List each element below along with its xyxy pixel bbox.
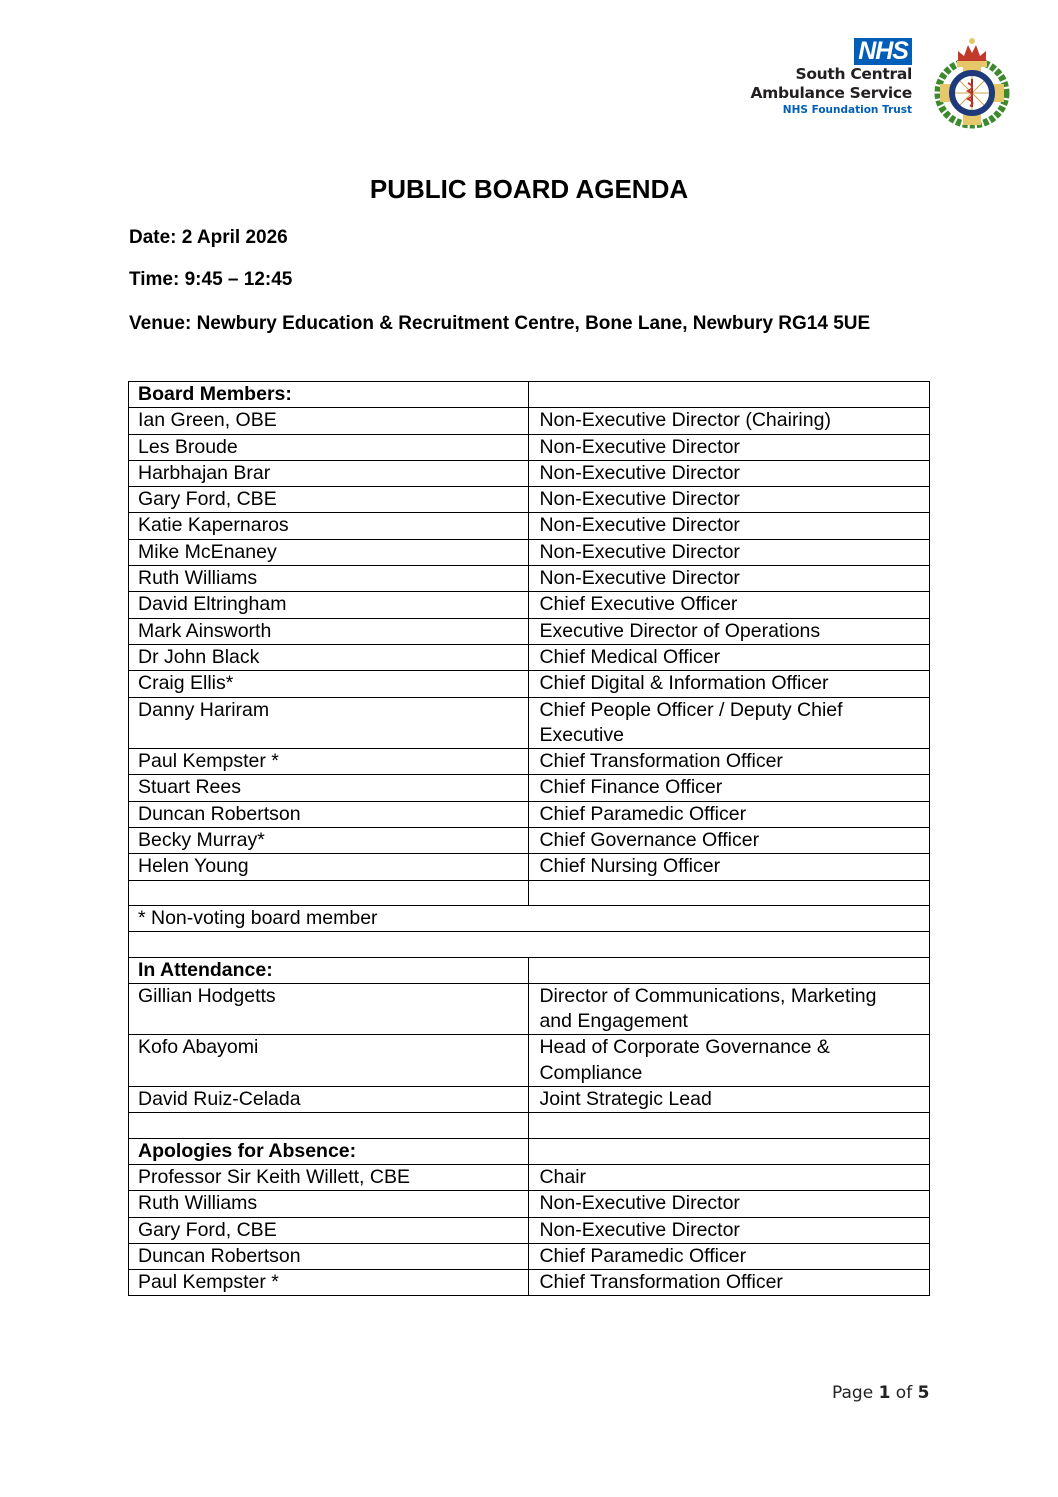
member-role: Non-Executive Director bbox=[529, 566, 930, 592]
member-role: Non-Executive Director bbox=[529, 487, 930, 513]
table-row bbox=[129, 1243, 930, 1269]
member-name: Ruth Williams bbox=[129, 566, 529, 592]
member-role: Chief Paramedic Officer bbox=[529, 801, 930, 827]
footnote-row bbox=[129, 905, 930, 931]
page-number: Page 1 of 5 bbox=[832, 1383, 930, 1403]
member-name: Harbhajan Brar bbox=[129, 460, 529, 486]
blank-row bbox=[129, 1113, 930, 1138]
table-row bbox=[129, 801, 930, 827]
member-role: Chief Executive Officer bbox=[529, 592, 930, 618]
member-role: Chief Digital & Information Officer bbox=[529, 671, 930, 697]
table-row bbox=[129, 749, 930, 775]
table-row bbox=[129, 1270, 930, 1296]
table-row bbox=[129, 566, 930, 592]
table-row bbox=[129, 775, 930, 801]
table-row bbox=[129, 1035, 930, 1087]
table-row bbox=[129, 513, 930, 539]
table-row bbox=[129, 854, 930, 880]
member-name: Becky Murray* bbox=[129, 828, 529, 854]
member-name: Stuart Rees bbox=[129, 775, 529, 801]
member-role: Non-Executive Director (Chairing) bbox=[529, 408, 930, 434]
footnote: * Non-voting board member bbox=[129, 905, 930, 931]
member-name: Ian Green, OBE bbox=[129, 408, 529, 434]
member-name: Kofo Abayomi bbox=[129, 1035, 529, 1087]
blank-row bbox=[129, 932, 930, 957]
ambulance-service-crest-icon bbox=[934, 33, 1010, 129]
empty-cell bbox=[129, 1113, 529, 1138]
member-role: Chief Finance Officer bbox=[529, 775, 930, 801]
table-row bbox=[129, 644, 930, 670]
member-role: Executive Director of Operations bbox=[529, 618, 930, 644]
total-pages: 5 bbox=[917, 1383, 930, 1403]
member-name: Les Broude bbox=[129, 434, 529, 460]
meeting-venue: Venue: Newbury Education & Recruitment Centre, Bone Lane, Newbury RG14 5UE bbox=[129, 313, 871, 334]
section-heading: Board Members: bbox=[129, 382, 529, 408]
member-role: Chief Paramedic Officer bbox=[529, 1243, 930, 1269]
member-role: Non-Executive Director bbox=[529, 513, 930, 539]
member-role: Joint Strategic Lead bbox=[529, 1087, 930, 1113]
table-row bbox=[129, 671, 930, 697]
member-name: Katie Kapernaros bbox=[129, 513, 529, 539]
nhs-badge: NHS bbox=[854, 38, 912, 65]
member-role: Head of Corporate Governance & Compliance bbox=[529, 1035, 930, 1087]
member-name: Helen Young bbox=[129, 854, 529, 880]
member-role: Non-Executive Director bbox=[529, 460, 930, 486]
org-name-line1: South Central bbox=[795, 65, 912, 83]
meeting-time: Time: 9:45 – 12:45 bbox=[129, 269, 293, 290]
member-name: Danny Hariram bbox=[129, 697, 529, 749]
table-row bbox=[129, 828, 930, 854]
member-name: Ruth Williams bbox=[129, 1191, 529, 1217]
member-role: Non-Executive Director bbox=[529, 1191, 930, 1217]
empty-cell bbox=[529, 1138, 930, 1164]
section-heading: In Attendance: bbox=[129, 957, 529, 983]
table-row bbox=[129, 697, 930, 749]
member-role: Non-Executive Director bbox=[529, 539, 930, 565]
member-name: Duncan Robertson bbox=[129, 1243, 529, 1269]
member-role: Chief Medical Officer bbox=[529, 644, 930, 670]
page-title: PUBLIC BOARD AGENDA bbox=[369, 174, 689, 204]
org-name-line2: Ambulance Service bbox=[750, 84, 912, 102]
member-name: Dr John Black bbox=[129, 644, 529, 670]
nhs-trust-logo bbox=[745, 38, 915, 117]
member-role: Chief Transformation Officer bbox=[529, 1270, 930, 1296]
member-name: Mike McEnaney bbox=[129, 539, 529, 565]
empty-cell bbox=[129, 880, 529, 905]
table-row bbox=[129, 487, 930, 513]
empty-cell bbox=[529, 382, 930, 408]
table-row bbox=[129, 618, 930, 644]
member-name: Paul Kempster * bbox=[129, 749, 529, 775]
section-header-row bbox=[129, 382, 930, 408]
member-name: David Eltringham bbox=[129, 592, 529, 618]
member-role: Chief Transformation Officer bbox=[529, 749, 930, 775]
member-name: Gary Ford, CBE bbox=[129, 1217, 529, 1243]
member-role: Chief People Officer / Deputy Chief Executive bbox=[529, 697, 930, 749]
member-name: Paul Kempster * bbox=[129, 1270, 529, 1296]
member-name: Professor Sir Keith Willett, CBE bbox=[129, 1164, 529, 1190]
empty-cell bbox=[529, 880, 930, 905]
table-row bbox=[129, 408, 930, 434]
member-name: Duncan Robertson bbox=[129, 801, 529, 827]
member-role: Director of Communications, Marketing and Engagement bbox=[529, 983, 930, 1035]
member-role: Chief Governance Officer bbox=[529, 828, 930, 854]
empty-cell bbox=[529, 957, 930, 983]
table-row bbox=[129, 1191, 930, 1217]
table-row bbox=[129, 983, 930, 1035]
member-name: Craig Ellis* bbox=[129, 671, 529, 697]
member-name: Mark Ainsworth bbox=[129, 618, 529, 644]
member-role: Chief Nursing Officer bbox=[529, 854, 930, 880]
current-page: 1 bbox=[878, 1383, 891, 1403]
empty-cell bbox=[129, 932, 930, 957]
blank-row bbox=[129, 880, 930, 905]
member-role: Chair bbox=[529, 1164, 930, 1190]
member-role: Non-Executive Director bbox=[529, 1217, 930, 1243]
section-heading: Apologies for Absence: bbox=[129, 1138, 529, 1164]
member-name: David Ruiz-Celada bbox=[129, 1087, 529, 1113]
table-row bbox=[129, 592, 930, 618]
table-row bbox=[129, 460, 930, 486]
section-header-row bbox=[129, 957, 930, 983]
attendance-table bbox=[128, 381, 930, 1296]
table-row bbox=[129, 1164, 930, 1190]
member-name: Gary Ford, CBE bbox=[129, 487, 529, 513]
table-row bbox=[129, 1217, 930, 1243]
org-subtitle: NHS Foundation Trust bbox=[782, 104, 912, 116]
table-row bbox=[129, 1087, 930, 1113]
table-row bbox=[129, 434, 930, 460]
member-role: Non-Executive Director bbox=[529, 434, 930, 460]
section-header-row bbox=[129, 1138, 930, 1164]
member-name: Gillian Hodgetts bbox=[129, 983, 529, 1035]
table-row bbox=[129, 539, 930, 565]
empty-cell bbox=[529, 1113, 930, 1138]
meeting-date: Date: 2 April 2026 bbox=[129, 227, 288, 248]
